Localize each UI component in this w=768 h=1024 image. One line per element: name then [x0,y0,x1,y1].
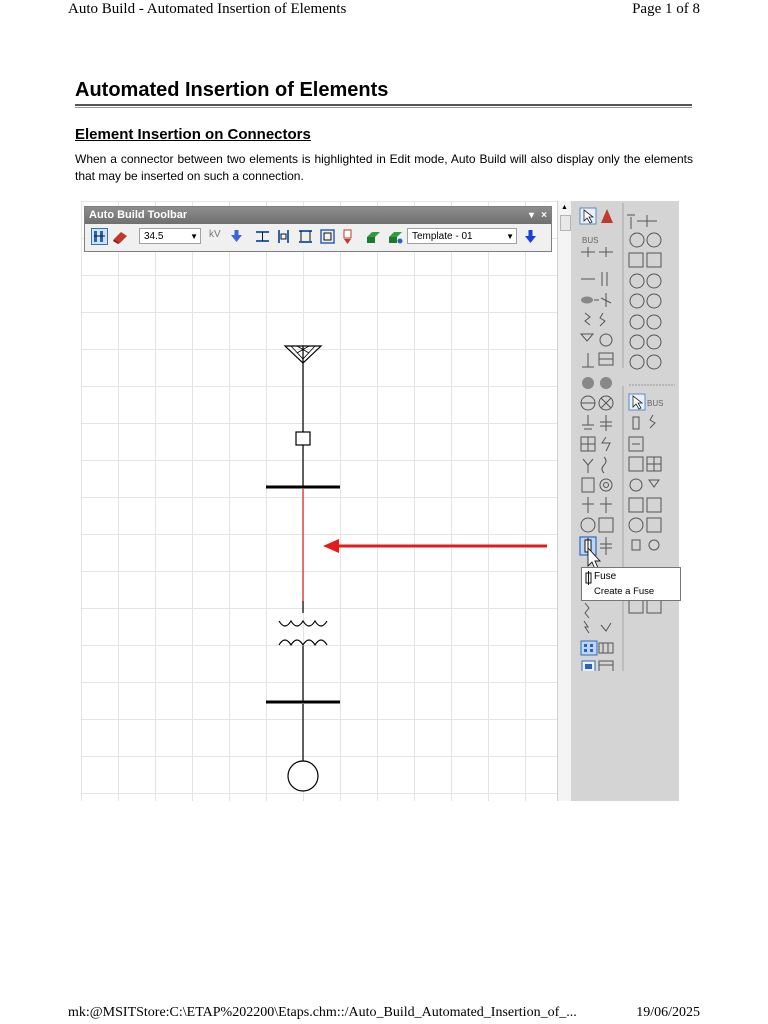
palette-column-1-lower[interactable] [581,603,613,671]
tooltip-description: Create a Fuse [594,586,655,597]
element-palette [571,201,679,801]
template-select[interactable] [407,228,517,244]
toolbar-menu-icon[interactable]: ▾ [528,210,534,221]
template-value: Template - 01 [412,231,473,242]
fuse-icon [584,571,593,585]
tooltip-title: Fuse [594,571,617,582]
vertical-scrollbar[interactable] [557,201,572,801]
auto-build-toolbar [84,206,552,252]
auto-build-toggle-icon[interactable] [91,228,108,245]
pen-tool-icon [601,209,613,223]
palette-divider-2 [622,386,624,671]
transformer-symbol[interactable] [279,621,327,645]
bus-tool-label-1: BUS [582,236,599,245]
section-subtitle: Element Insertion on Connectors [75,126,311,143]
chevron-down-icon: ▼ [190,232,198,241]
save-template-icon[interactable] [387,228,404,245]
scrollbar-thumb[interactable] [560,215,571,231]
etap-screenshot [81,201,679,801]
footer-date: 19/06/2025 [636,1005,700,1020]
insert-load-icon[interactable] [339,228,356,245]
bus-tool-label-2: BUS [647,399,664,408]
page-title: Automated Insertion of Elements [75,79,389,101]
voltage-unit: kV [209,229,221,240]
title-divider-thin [75,107,692,108]
insert-feeder-icon[interactable] [297,228,314,245]
utility-grid-symbol[interactable] [285,346,321,363]
title-divider [75,104,692,106]
capacitor-tool-icon[interactable] [600,537,612,555]
red-arrow-icon [323,539,547,553]
palette-column-2[interactable] [627,215,675,613]
voltage-select[interactable] [139,228,201,244]
chevron-down-icon: ▼ [506,232,514,241]
load-template-icon[interactable] [365,228,382,245]
page-number: Page 1 of 8 [632,1,700,17]
toolbar-close-icon[interactable]: × [541,210,547,221]
palette-column-1[interactable] [581,236,613,532]
one-line-canvas[interactable] [81,201,557,801]
eraser-icon[interactable] [112,228,129,245]
breaker-symbol[interactable] [296,432,310,445]
one-line-diagram [81,201,557,801]
description-paragraph: When a connector between two elements is highlighted in Edit mode, Auto Build will also display only the elements that may be inserted on such a connection. [75,152,693,183]
toolbar-controls [85,224,551,250]
scroll-up-icon[interactable]: ▲ [561,203,568,211]
palette-divider-1 [622,203,624,368]
toolbar-title-bar[interactable] [85,207,551,224]
down-arrow-icon[interactable] [228,228,245,245]
insert-branch-icon[interactable] [275,228,292,245]
insert-network-icon[interactable] [319,228,336,245]
footer-path: mk:@MSITStore:C:\ETAP%202200\Etaps.chm::/Auto_Build_Automated_Insertion_of_... [68,1005,577,1020]
apply-template-icon[interactable] [522,228,539,245]
voltage-value: 34.5 [144,231,164,242]
fuse-tooltip [581,567,681,601]
insert-bus-icon[interactable] [254,228,271,245]
document-header-title: Auto Build - Automated Insertion of Elements [68,1,347,17]
toolbar-title: Auto Build Toolbar [89,209,188,221]
generator-symbol[interactable] [288,761,318,791]
